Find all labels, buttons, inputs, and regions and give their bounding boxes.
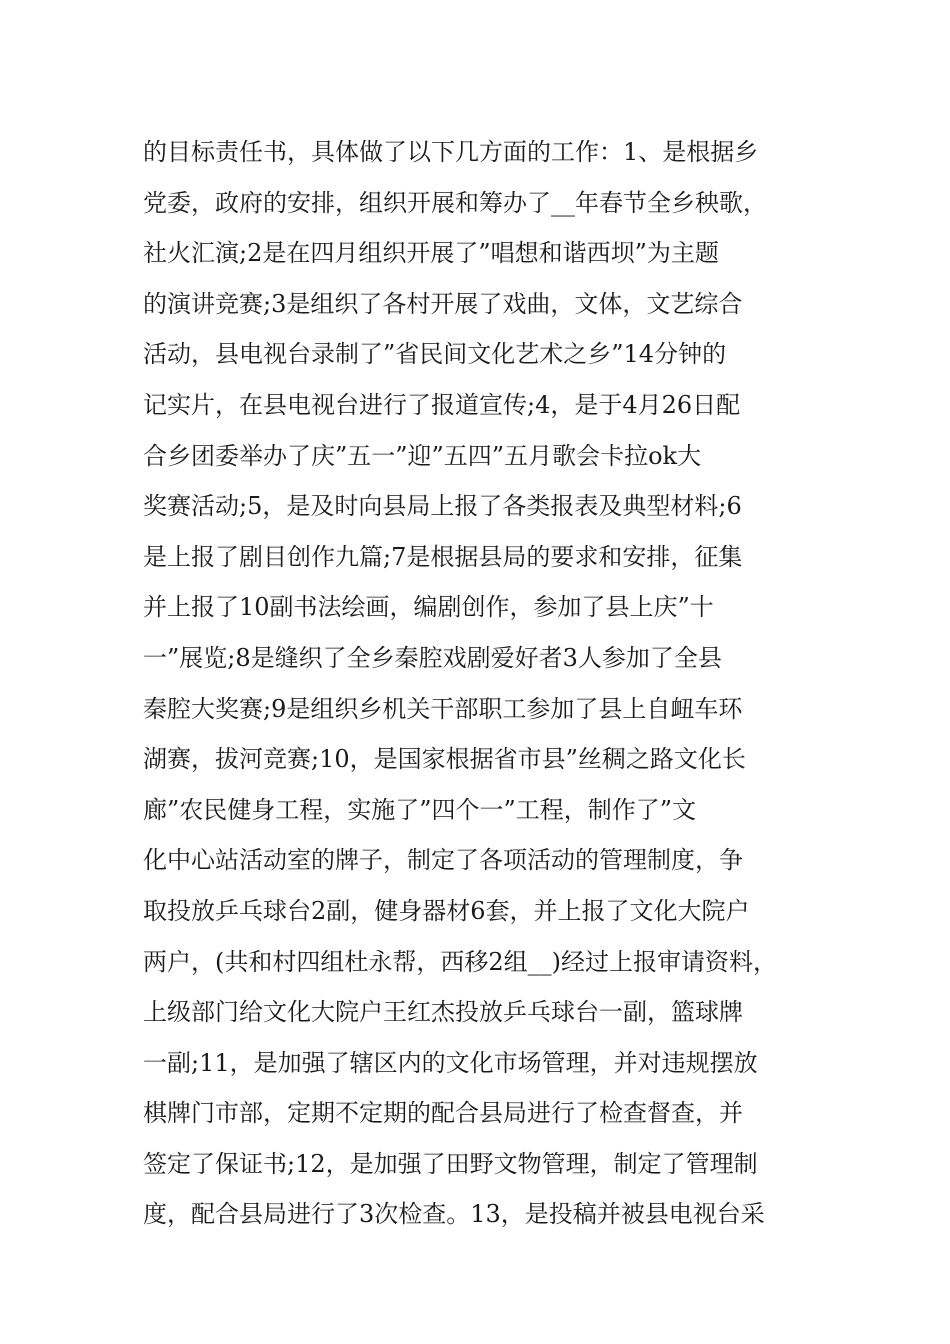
- text-line-10: 并上报了10副书法绘画，编剧创作，参加了县上庆”十: [143, 593, 714, 622]
- text-line-5: 活动，县电视台录制了”省民间文化艺术之乡”14分钟的: [143, 340, 727, 369]
- text-line-9: 是上报了剧目创作九篇;7是根据县局的要求和安排，征集: [143, 542, 743, 571]
- text-line-2: 党委，政府的安排，组织开展和筹办了__年春节全乡秧歌，: [143, 188, 767, 217]
- text-line-14: 廊”农民健身工程，实施了”四个一”工程，制作了”文: [143, 795, 697, 824]
- text-line-17: 两户，(共和村四组杜永帮，西移2组__)经过上报审请资料，: [143, 947, 777, 976]
- text-line-21: 签定了保证书;12，是加强了田野文物管理，制定了管理制: [143, 1149, 758, 1178]
- text-line-3: 社火汇演;2是在四月组织开展了”唱想和谐西坝”为主题: [143, 239, 719, 268]
- text-line-11: 一”展览;8是缝织了全乡秦腔戏剧爱好者3人参加了全县: [143, 643, 722, 672]
- text-line-15: 化中心站活动室的牌子，制定了各项活动的管理制度，争: [143, 846, 743, 875]
- text-line-1: 的目标责任书，具体做了以下几方面的工作：1、是根据乡: [143, 138, 759, 166]
- text-line-13: 湖赛，拔河竞赛;10，是国家根据省市县”丝稠之路文化长: [143, 745, 746, 774]
- text-line-19: 一副;11，是加强了辖区内的文化市场管理，并对违规摆放: [143, 1048, 758, 1077]
- text-line-22: 度，配合县局进行了3次检查。13，是投稿并被县电视台采: [143, 1200, 765, 1229]
- text-line-8: 奖赛活动;5，是及时向县局上报了各类报表及典型材料;6: [143, 492, 742, 521]
- text-line-18: 上级部门给文化大院户王红杰投放乒乓球台一副，篮球牌: [143, 998, 743, 1027]
- text-line-7: 合乡团委举办了庆”五一”迎”五四”五月歌会卡拉ok大: [143, 441, 702, 470]
- text-line-20: 棋牌门市部，定期不定期的配合县局进行了检查督查，并: [143, 1099, 743, 1128]
- body-text: [143, 127, 823, 1240]
- text-line-16: 取投放乒乓球台2副，健身器材6套，并上报了文化大院户: [143, 896, 750, 925]
- text-line-6: 记实片，在县电视台进行了报道宣传;4，是于4月26日配: [143, 390, 741, 419]
- text-line-12: 秦腔大奖赛;9是组织乡机关干部职工参加了县上自衄车环: [143, 694, 743, 723]
- text-line-4: 的演讲竞赛;3是组织了各村开展了戏曲，文体，文艺综合: [143, 289, 743, 318]
